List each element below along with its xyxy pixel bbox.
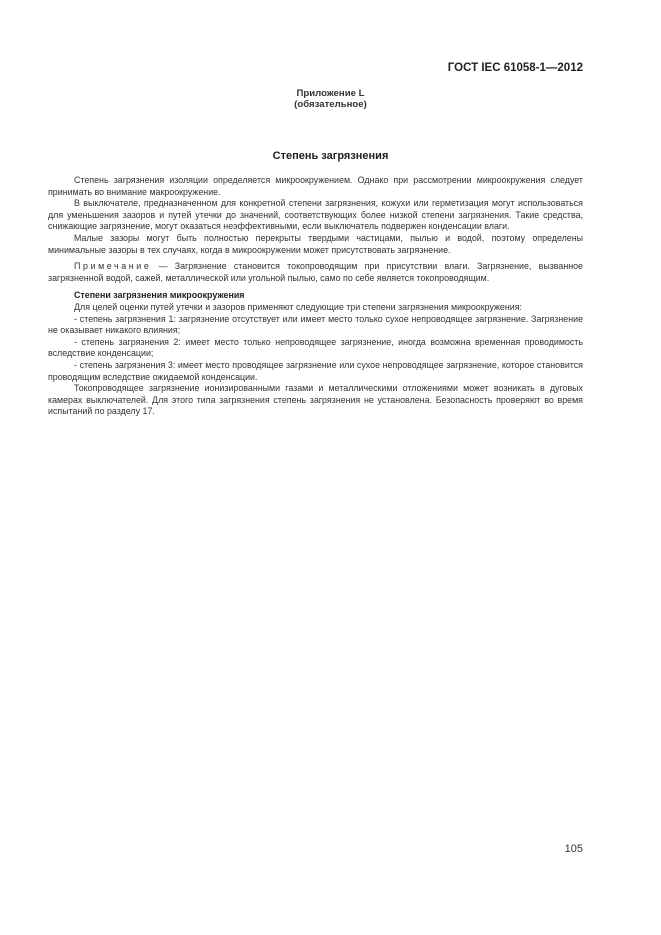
- paragraph: Степень загрязнения изоляции определяется микроокружением. Однако при рассмотрении микроокружения следует принимать во внимание макроокружение.: [48, 175, 583, 197]
- page-number: 105: [564, 843, 583, 855]
- standard-code: ГОСТ IEC 61058-1—2012: [447, 62, 583, 74]
- note-label: Примечание: [74, 261, 152, 272]
- annex-title: Приложение L: [296, 88, 365, 99]
- section-title: Степень загрязнения: [272, 150, 389, 162]
- subsection-title: Степени загрязнения микроокружения: [74, 290, 245, 301]
- pollution-degree-3: - степень загрязнения 3: имеет место проводящее загрязнение или сухое непроводящее загрязнение, которое становится проводящим вследствие ожидаемой конденсации.: [48, 359, 583, 382]
- paragraph: В выключателе, предназначенном для конкретной степени загрязнения, кожухи или герметизация могут использоваться для уменьшения зазоров и путей утечки до значений, соответствующих более низкой степени загрязнения. Такие средства, снижающие загрязнение, могут оказаться неэффективными, если выключатель подвержен конденсации влаги.: [48, 198, 583, 232]
- pollution-degree-2: - степень загрязнения 2: имеет место только непроводящее загрязнение, иногда возможна временная проводимость вследствие конденсации;: [48, 336, 583, 359]
- subsection-intro: Для целей оценки путей утечки и зазоров применяют следующие три степени загрязнения микроокружения:: [74, 301, 522, 312]
- document-body: [48, 175, 583, 418]
- note: [48, 261, 583, 284]
- pollution-degree-1: - степень загрязнения 1: загрязнение отсутствует или имеет место только сухое непроводящее загрязнение. Загрязнение не оказывает никакого влияния;: [48, 313, 583, 336]
- annex-status: (обязательное): [294, 99, 367, 110]
- paragraph: Малые зазоры могут быть полностью перекрыты твердыми частицами, пылью и водой, поэтому определены минимальные зазоры в тех случаях, когда в микроокружении может присутствовать загрязнение.: [48, 232, 583, 255]
- closing-paragraph: Токопроводящее загрязнение ионизированными газами и металлическими отложениями может возникать в дуговых камерах выключателей. Для этого типа загрязнения степень загрязнения не установлена. Безопасность проверяют во время испытаний по разделу 17.: [48, 383, 583, 417]
- note-text: — Загрязнение становится токопроводящим при присутствии влаги. Загрязнение, вызванное загрязненной водой, сажей, металлической или угольной пылью, само по себе является токопроводящим.: [48, 261, 583, 283]
